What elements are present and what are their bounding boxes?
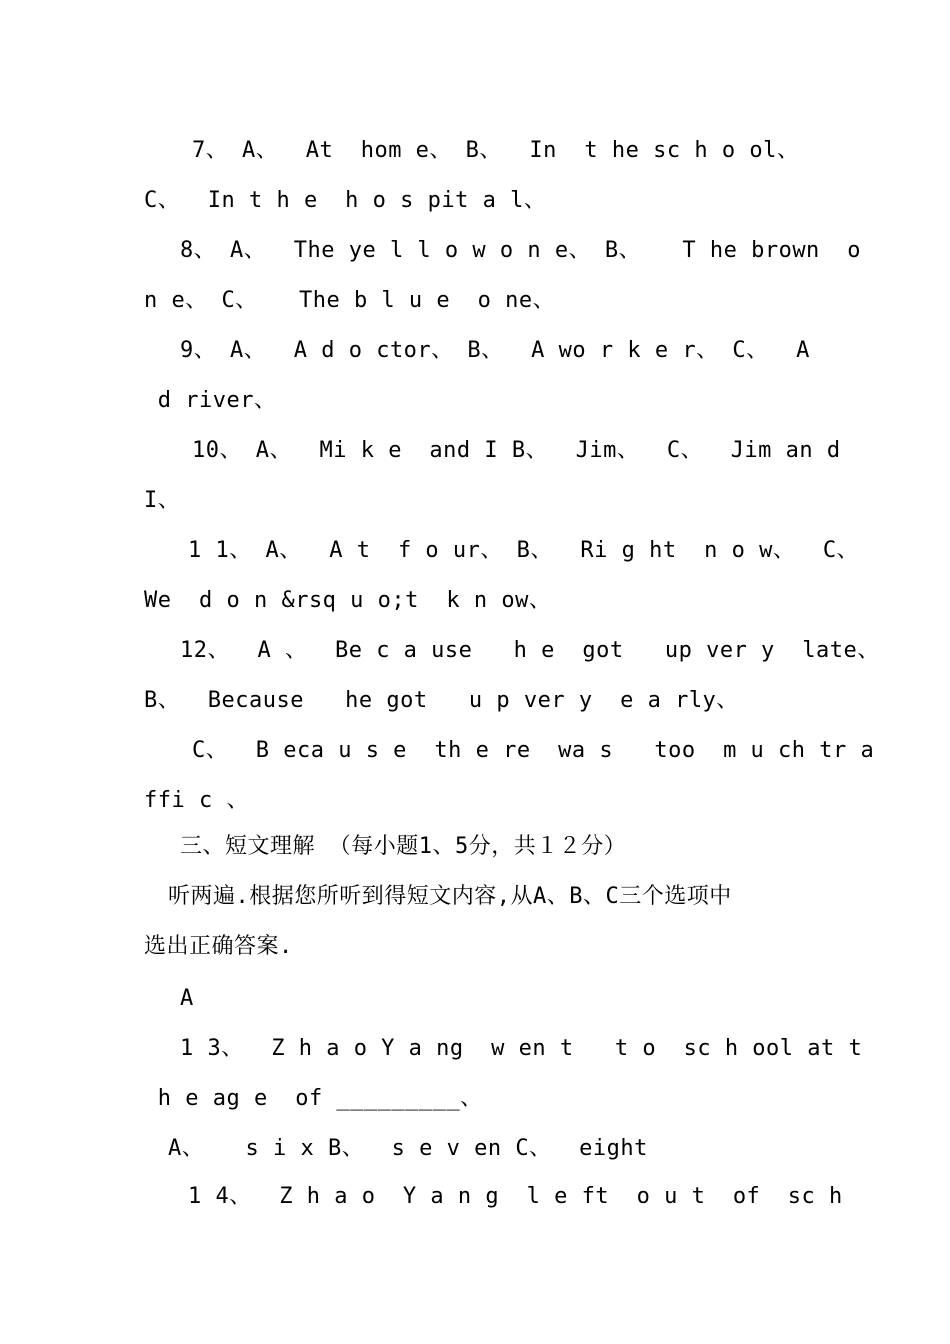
question-7-line-2: C、 In t h e h o s pit a l、: [144, 188, 547, 213]
question-8-line-2: n e、 C、 The b l u e o ne、: [144, 288, 556, 313]
question-13-options: A、 s i x B、 s e v en C、 eight: [168, 1136, 648, 1161]
instructions-line-1: 听两遍.根据您所听到得短文内容,从A、B、C三个选项中: [168, 884, 732, 909]
question-8-line-1: 8、 A、 The ye l l o w o n e、 B、 T he brown o: [180, 238, 862, 263]
passage-label: A: [180, 986, 194, 1011]
question-9-line-2: d river、: [144, 388, 277, 413]
question-11-line-1: 1 1、 A、 A t f o ur、 B、 Ri g ht n o w、 C、: [188, 538, 860, 563]
question-12-line-3: C、 B eca u s e th e re wa s too m u ch tr a: [192, 738, 875, 763]
question-12-line-1: 12、 A 、 Be c a use h e got up ver y late、: [180, 638, 880, 663]
question-9-line-1: 9、 A、 A d o ctor、 B、 A wo r k e r、 C、 A: [180, 338, 810, 363]
instructions-line-2: 选出正确答案.: [144, 934, 293, 959]
question-7-line-1: 7、 A、 At hom e、 B、 In t he sc h o ol、: [192, 138, 800, 163]
question-12-line-2: B、 Because he got u p ver y e a rly、: [144, 688, 739, 713]
question-14-line-1: 1 4、 Z h a o Y a n g l e ft o u t of sc h: [188, 1184, 843, 1209]
question-13-line-2: h e ag e of _________、: [144, 1086, 483, 1111]
question-12-line-4: ffi c 、: [144, 788, 249, 813]
question-10-line-2: I、: [144, 488, 181, 513]
question-13-line-1: 1 3、 Z h a o Y a ng w en t t o sc h ool at t: [180, 1036, 863, 1061]
question-10-line-1: 10、 A、 Mi k e and I B、 Jim、 C、 Jim an d: [192, 438, 841, 463]
question-11-line-2: We d o n &rsq u o;t k n ow、: [144, 588, 552, 613]
section-heading: 三、短文理解 （每小题1、5分，共１２分）: [180, 834, 627, 859]
